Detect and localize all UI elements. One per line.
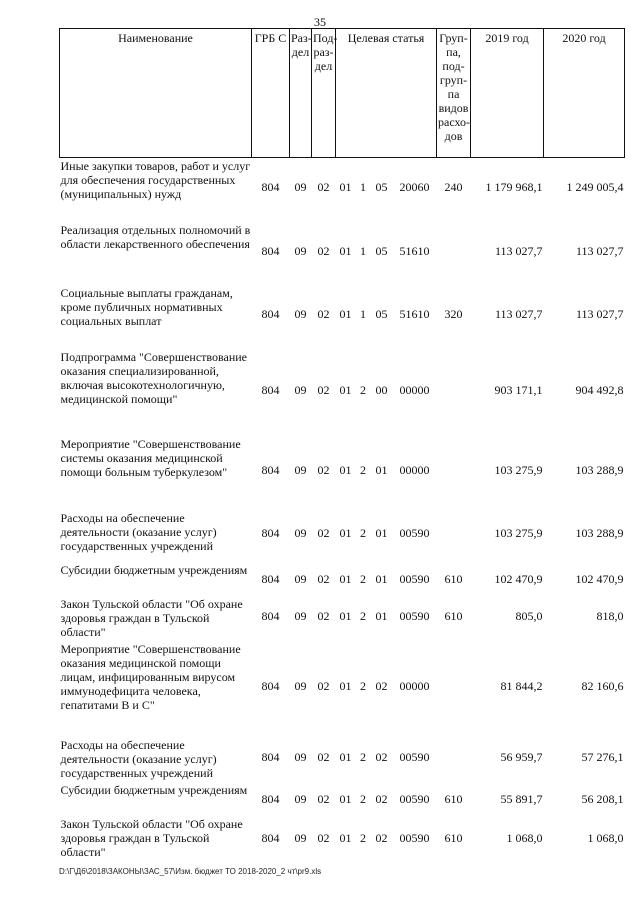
target-part4-cell: 00000 <box>399 382 430 397</box>
target-part4-cell: 00590 <box>399 830 430 845</box>
expense-group-cell <box>437 510 471 562</box>
value-2019-cell: 103 275,9 <box>494 525 543 540</box>
row-name-cell: Подпрограмма "Совершенствование оказания специализированной, включая высокотехнологичную, медицинской помощи" <box>60 349 247 406</box>
grbs-cell: 804 <box>261 571 280 586</box>
table-row <box>60 158 625 222</box>
header-year-2019: 2019 год <box>471 29 544 158</box>
grbs-cell: 804 <box>261 749 280 764</box>
target-part2-cell: 2 <box>360 382 366 397</box>
grbs-cell: 804 <box>261 306 280 321</box>
target-part1-cell: 01 <box>339 382 352 397</box>
razdel-cell: 09 <box>294 180 307 194</box>
podrazdel-cell: 02 <box>317 749 330 764</box>
target-part3-cell: 05 <box>375 180 388 194</box>
razdel-cell: 09 <box>294 243 307 258</box>
target-part2-cell: 2 <box>360 525 366 540</box>
target-part1-cell: 01 <box>339 608 352 623</box>
value-2020-cell: 1 068,0 <box>587 830 624 845</box>
target-part3-cell: 00 <box>375 382 388 397</box>
header-grbs: ГРБ С <box>252 29 290 158</box>
value-2020-cell: 57 276,1 <box>581 749 624 764</box>
expense-group-cell: 610 <box>444 830 463 845</box>
target-part1-cell: 01 <box>339 462 352 477</box>
table-header-row <box>60 29 625 158</box>
target-part3-cell: 05 <box>375 306 388 321</box>
grbs-cell: 804 <box>261 462 280 477</box>
value-2019-cell: 103 275,9 <box>494 462 543 477</box>
row-name-cell: Закон Тульской области "Об охране здоровья граждан в Тульской области" <box>60 596 243 639</box>
podrazdel-cell: 02 <box>317 462 330 477</box>
value-2020-cell: 56 208,1 <box>581 791 624 806</box>
table-row <box>60 641 625 737</box>
grbs-cell: 804 <box>261 608 280 623</box>
row-name-cell: Социальные выплаты гражданам, кроме публичных нормативных социальных выплат <box>60 285 233 328</box>
table-row <box>60 222 625 285</box>
target-part3-cell: 01 <box>375 608 388 623</box>
podrazdel-cell: 02 <box>317 525 330 540</box>
target-part2-cell: 2 <box>360 830 366 845</box>
target-part2-cell: 1 <box>360 180 366 194</box>
target-part3-cell: 01 <box>375 571 388 586</box>
value-2020-cell: 102 470,9 <box>575 571 624 586</box>
target-part3-cell: 01 <box>375 525 388 540</box>
razdel-cell: 09 <box>294 571 307 586</box>
target-part4-cell: 51610 <box>399 306 430 321</box>
target-part3-cell: 02 <box>375 791 388 806</box>
value-2019-cell: 55 891,7 <box>500 791 543 806</box>
value-2020-cell: 904 492,8 <box>575 382 624 397</box>
table-row <box>60 285 625 349</box>
budget-table <box>59 28 625 866</box>
row-name-cell: Реализация отдельных полномочий в области лекарственного обеспечения <box>60 222 251 251</box>
grbs-cell: 804 <box>261 382 280 397</box>
row-name-cell: Субсидии бюджетным учреждениям <box>60 782 248 797</box>
target-part1-cell: 01 <box>339 830 352 845</box>
target-part4-cell: 00590 <box>399 608 430 623</box>
target-part2-cell: 2 <box>360 571 366 586</box>
podrazdel-cell: 02 <box>317 791 330 806</box>
target-part4-cell: 00590 <box>399 571 430 586</box>
header-name: Наименование <box>60 29 252 158</box>
table-row <box>60 782 625 816</box>
target-part4-cell: 51610 <box>399 243 430 258</box>
value-2019-cell: 1 068,0 <box>506 830 543 845</box>
razdel-cell: 09 <box>294 306 307 321</box>
grbs-cell: 804 <box>261 791 280 806</box>
target-part4-cell: 00590 <box>399 791 430 806</box>
table-body <box>60 158 625 866</box>
podrazdel-cell: 02 <box>317 678 330 693</box>
table-row <box>60 596 625 641</box>
target-part4-cell: 00590 <box>399 525 430 540</box>
expense-group-cell: 610 <box>444 571 463 586</box>
table-row <box>60 436 625 510</box>
value-2019-cell: 102 470,9 <box>494 571 543 586</box>
row-name-cell: Мероприятие "Совершенствование оказания медицинской помощи лицам, инфицированным вирусом иммунодефицита человека, гепатитами В и С" <box>60 641 241 712</box>
podrazdel-cell: 02 <box>317 243 330 258</box>
expense-group-cell: 320 <box>444 306 463 321</box>
header-target-article: Целевая статья <box>336 29 437 158</box>
expense-group-cell: 240 <box>444 180 463 194</box>
header-podrazdel: Под- раз- дел <box>312 29 336 158</box>
value-2019-cell: 113 027,7 <box>494 306 543 321</box>
target-part1-cell: 01 <box>339 678 352 693</box>
value-2019-cell: 1 179 968,1 <box>485 180 543 194</box>
value-2019-cell: 113 027,7 <box>494 243 543 258</box>
razdel-cell: 09 <box>294 791 307 806</box>
razdel-cell: 09 <box>294 749 307 764</box>
target-part4-cell: 00590 <box>399 749 430 764</box>
value-2020-cell: 113 027,7 <box>575 243 624 258</box>
target-part1-cell: 01 <box>339 525 352 540</box>
target-part3-cell: 05 <box>375 243 388 258</box>
target-part2-cell: 2 <box>360 791 366 806</box>
value-2020-cell: 1 249 005,4 <box>566 180 624 194</box>
table-row <box>60 349 625 436</box>
target-part1-cell: 01 <box>339 791 352 806</box>
page-number: 35 <box>314 15 326 29</box>
value-2019-cell: 903 171,1 <box>494 382 543 397</box>
target-part3-cell: 02 <box>375 749 388 764</box>
target-part3-cell: 02 <box>375 678 388 693</box>
target-part1-cell: 01 <box>339 180 352 194</box>
value-2019-cell: 805,0 <box>515 608 543 623</box>
podrazdel-cell: 02 <box>317 608 330 623</box>
podrazdel-cell: 02 <box>317 382 330 397</box>
podrazdel-cell: 02 <box>317 571 330 586</box>
expense-group-cell <box>437 641 471 737</box>
target-part4-cell: 00000 <box>399 462 430 477</box>
target-part2-cell: 2 <box>360 749 366 764</box>
grbs-cell: 804 <box>261 525 280 540</box>
table-row <box>60 562 625 596</box>
target-part2-cell: 2 <box>360 678 366 693</box>
target-part2-cell: 1 <box>360 306 366 321</box>
grbs-cell: 804 <box>261 180 280 194</box>
podrazdel-cell: 02 <box>317 180 330 194</box>
razdel-cell: 09 <box>294 462 307 477</box>
row-name-cell: Расходы на обеспечение деятельности (оказание услуг) государственных учреждений <box>60 737 217 780</box>
razdel-cell: 09 <box>294 382 307 397</box>
podrazdel-cell: 02 <box>317 830 330 845</box>
value-2019-cell: 81 844,2 <box>500 678 543 693</box>
row-name-cell: Закон Тульской области "Об охране здоровья граждан в Тульской области" <box>60 816 243 859</box>
header-year-2020: 2020 год <box>544 29 625 158</box>
value-2020-cell: 103 288,9 <box>575 462 624 477</box>
target-part2-cell: 1 <box>360 243 366 258</box>
razdel-cell: 09 <box>294 608 307 623</box>
target-part4-cell: 00000 <box>399 678 430 693</box>
value-2020-cell: 103 288,9 <box>575 525 624 540</box>
razdel-cell: 09 <box>294 525 307 540</box>
grbs-cell: 804 <box>261 243 280 258</box>
grbs-cell: 804 <box>261 830 280 845</box>
expense-group-cell: 610 <box>444 791 463 806</box>
table-row <box>60 737 625 782</box>
target-part3-cell: 02 <box>375 830 388 845</box>
grbs-cell: 804 <box>261 678 280 693</box>
expense-group-cell <box>437 222 471 285</box>
razdel-cell: 09 <box>294 678 307 693</box>
target-part3-cell: 01 <box>375 462 388 477</box>
table-row <box>60 816 625 866</box>
value-2020-cell: 82 160,6 <box>581 678 624 693</box>
table-row <box>60 510 625 562</box>
expense-group-cell: 610 <box>444 608 463 623</box>
row-name-cell: Иные закупки товаров, работ и услуг для обеспечения государственных (муниципальных) нужд <box>60 159 251 201</box>
podrazdel-cell: 02 <box>317 306 330 321</box>
value-2020-cell: 818,0 <box>596 608 624 623</box>
target-part4-cell: 20060 <box>399 180 430 194</box>
target-part2-cell: 2 <box>360 608 366 623</box>
row-name-cell: Мероприятие "Совершенствование системы оказания медицинской помощи больным туберкулезом" <box>60 436 241 479</box>
target-part1-cell: 01 <box>339 306 352 321</box>
expense-group-cell <box>437 436 471 510</box>
target-part1-cell: 01 <box>339 571 352 586</box>
razdel-cell: 09 <box>294 830 307 845</box>
file-path-footer: D:\Г\Д6\2018\ЗАКОНЫ\ЗАС_57\Изм. бюджет ТО 2018-2020_2 чт\pr9.xls <box>59 867 322 876</box>
header-expense-group: Груп- па, под- груп- па видов расхо- дов <box>437 29 471 158</box>
value-2019-cell: 56 959,7 <box>500 749 543 764</box>
value-2020-cell: 113 027,7 <box>575 306 624 321</box>
target-part2-cell: 2 <box>360 462 366 477</box>
target-part1-cell: 01 <box>339 243 352 258</box>
header-razdel: Раз- дел <box>290 29 312 158</box>
expense-group-cell <box>437 737 471 782</box>
row-name-cell: Расходы на обеспечение деятельности (оказание услуг) государственных учреждений <box>60 510 217 553</box>
expense-group-cell <box>437 349 471 436</box>
row-name-cell: Субсидии бюджетным учреждениям <box>60 562 248 577</box>
target-part1-cell: 01 <box>339 749 352 764</box>
